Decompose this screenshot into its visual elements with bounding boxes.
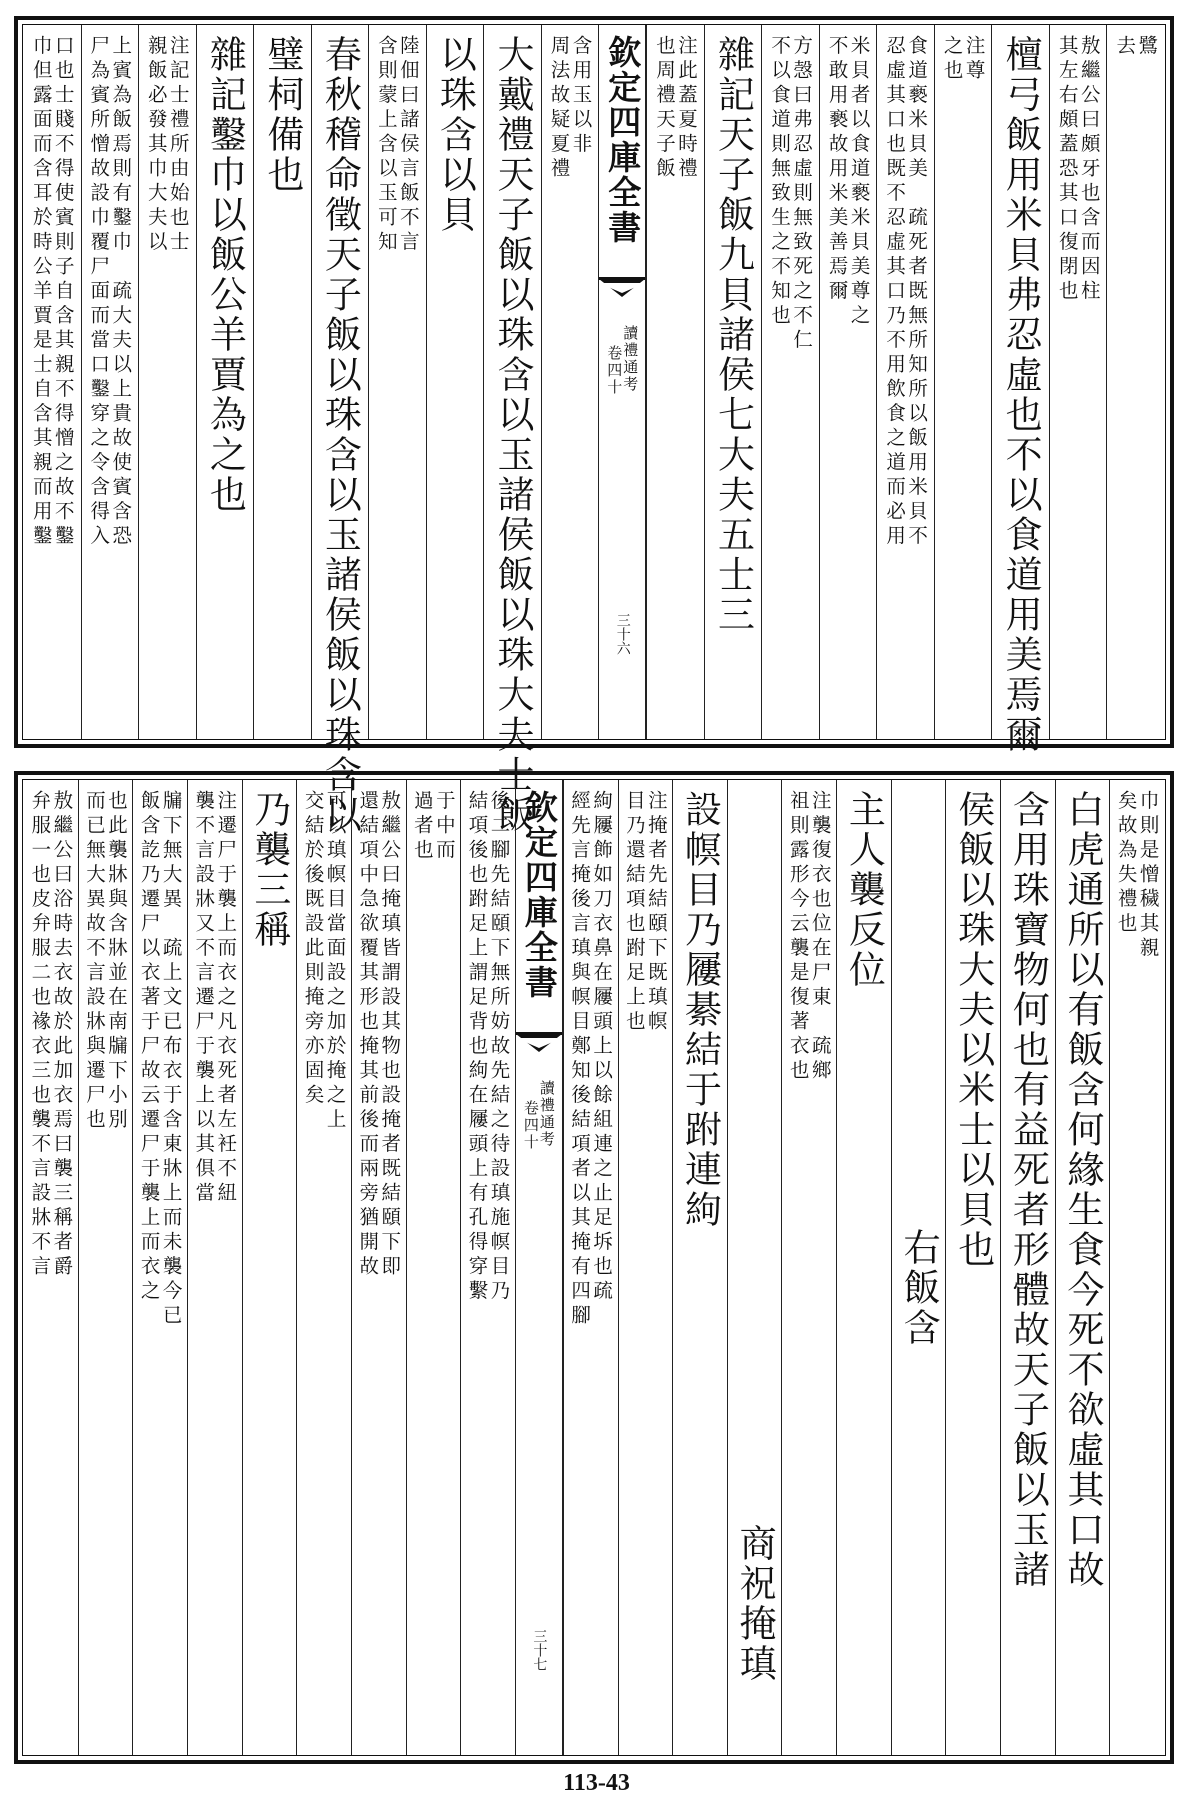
column-rule	[426, 25, 427, 739]
commentary-text: 親飯必發其巾大夫以	[144, 35, 168, 256]
column-rule	[672, 780, 673, 1755]
main-text-column	[704, 25, 762, 739]
main-text: 侯飯以珠大夫以米士以貝也	[951, 790, 995, 1270]
column-rule	[704, 25, 705, 739]
column-rule	[727, 780, 728, 1755]
column-rule	[1000, 780, 1001, 1755]
commentary-column	[1106, 25, 1164, 739]
column-rule	[406, 780, 407, 1755]
commentary-text: 經先言掩後言瑱與幎目鄭知後結項者以其掩有四腳	[568, 790, 592, 1329]
commentary-text: 絇屨飾如刀衣鼻在屨頭上以餘組連之止足坼也疏	[590, 790, 614, 1305]
commentary-text: 目乃還結項也跗足上也	[622, 790, 646, 1035]
commentary-text: 尸為賓所憎故設巾覆尸面而當口鑿穿之令含得入	[87, 35, 111, 550]
commentary-text: 米貝者以食道褻米貝美尊之	[847, 35, 871, 329]
column-rule	[242, 780, 243, 1755]
commentary-text: 飯含訖乃遷尸以衣著于尸故云遷尸于襲上而衣之	[137, 790, 161, 1305]
column-rule	[460, 780, 461, 1755]
main-text-column	[836, 780, 891, 1755]
volume-label: 卷四十	[521, 1100, 540, 1151]
column-rule	[945, 780, 946, 1755]
commentary-column	[23, 780, 78, 1755]
main-text-column	[1000, 780, 1055, 1755]
commentary-text: 也周禮天子飯	[653, 35, 676, 182]
commentary-column	[646, 25, 704, 739]
commentary-text: 弁服一也皮弁服二也褖衣三也襲不言設牀不言	[28, 790, 52, 1280]
commentary-text: 忍虛其口也既不忍虛其口乃不用飲食之道而必用	[883, 35, 907, 550]
column-rule	[1109, 780, 1110, 1755]
main-text-column	[196, 25, 254, 739]
column-rule	[132, 780, 133, 1755]
column-rule	[368, 25, 369, 739]
commentary-column	[618, 780, 673, 1755]
commentary-column	[138, 25, 196, 739]
main-text-column	[891, 780, 946, 1755]
commentary-text: 襲不言設牀又不言遷尸于襲上以其俱當	[192, 790, 216, 1207]
main-text-column	[672, 780, 727, 1755]
column-rule	[891, 780, 892, 1755]
column-rule	[563, 780, 564, 1755]
commentary-column	[781, 780, 836, 1755]
main-text: 白虎通所以有飯含何緣生食今死不欲虛其口故	[1061, 790, 1104, 1590]
fishtail-mark	[599, 283, 645, 293]
main-text: 以珠含以貝	[433, 35, 477, 235]
main-text: 大戴禮天子飯以珠含以玉諸侯飯以珠大夫士飯	[490, 35, 534, 835]
commentary-column	[81, 25, 139, 739]
main-text: 璧柌備也	[260, 35, 304, 195]
commentary-text: 可以瑱幎目當面設之加於掩之上	[323, 790, 347, 1133]
main-text: 乃襲三稱	[247, 790, 291, 950]
commentary-text: 方愨曰弗忍虛則無致死之不仁	[790, 35, 814, 354]
commentary-text: 注襲復衣也位在尸東 疏鄉	[808, 790, 832, 1084]
commentary-text: 牖下無大異 疏上文已布衣于含東牀上而未襲今已	[159, 790, 183, 1329]
column-rule	[311, 25, 312, 739]
column-rule	[1106, 25, 1107, 739]
column-rule	[618, 780, 619, 1755]
column-rule	[1055, 780, 1056, 1755]
book-title: 欽定四庫全書	[519, 790, 559, 1000]
column-rule	[296, 780, 297, 1755]
commentary-text: 巾則是憎穢其親	[1136, 790, 1160, 962]
center-margin	[515, 780, 563, 1755]
center-margin	[598, 25, 646, 739]
commentary-text: 過者也	[410, 790, 434, 864]
main-text-column	[242, 780, 297, 1755]
commentary-text: 其左右頗蓋恐其口復閉也	[1055, 35, 1079, 305]
commentary-column	[1109, 780, 1164, 1755]
commentary-text: 周法故疑夏禮	[547, 35, 571, 182]
leaf-number: 三十六	[614, 613, 631, 655]
commentary-column	[1049, 25, 1107, 739]
commentary-column	[23, 25, 81, 739]
column-rule	[991, 25, 992, 739]
commentary-column	[296, 780, 351, 1755]
leaf-number: 三十七	[531, 1629, 548, 1671]
main-text-column	[945, 780, 1000, 1755]
commentary-text: 還結項中急欲覆其形也掩其前後而兩旁猶開故	[356, 790, 380, 1280]
main-text: 右飯含	[897, 1228, 941, 1348]
volume-label: 讀禮通考	[537, 1080, 556, 1148]
commentary-text: 陸佃曰諸侯言飯不言	[396, 35, 420, 256]
bottom-page-frame	[22, 779, 1166, 1756]
column-rule	[761, 25, 762, 739]
commentary-text: 上賓為飯焉則有鑿巾 疏大夫以上貴故使賓含恐	[109, 35, 133, 550]
main-text-column	[253, 25, 311, 739]
commentary-text: 交結於後既設此則掩旁亦固矣	[301, 790, 325, 1109]
main-text-column	[483, 25, 541, 835]
book-title: 欽定四庫全書	[603, 35, 643, 245]
column-rule	[646, 25, 647, 739]
commentary-text: 注掩者先結頤下既瑱幎	[644, 790, 668, 1035]
commentary-text: 而已無大異故不言設牀與遷尸也	[82, 790, 106, 1133]
commentary-column	[563, 780, 618, 1755]
commentary-text: 含用玉以非	[569, 35, 593, 158]
column-rule	[483, 25, 484, 739]
commentary-text: 注此蓋夏時禮	[675, 35, 698, 182]
commentary-column	[368, 25, 426, 739]
fishtail-mark	[516, 1038, 562, 1048]
bottom-page	[14, 771, 1174, 1764]
commentary-column	[78, 780, 133, 1755]
commentary-column	[351, 780, 406, 1755]
commentary-text: 于中而	[432, 790, 456, 864]
commentary-column	[761, 25, 819, 739]
column-rule	[819, 25, 820, 739]
column-rule	[876, 25, 877, 739]
commentary-column	[406, 780, 461, 1755]
main-text-column	[727, 780, 782, 1755]
commentary-column	[819, 25, 877, 739]
main-text-column	[311, 25, 369, 835]
column-rule	[541, 25, 542, 739]
commentary-column	[132, 780, 187, 1755]
commentary-column	[876, 25, 934, 739]
commentary-text: 矣故為失禮也	[1114, 790, 1138, 937]
main-text: 商祝掩瑱	[733, 1524, 777, 1684]
commentary-text: 口也士賤不得使賓則子自含其親不得憎之故不鑿	[51, 35, 75, 550]
commentary-text: 注遷尸于襲上而衣之凡衣死者左衽不紐	[214, 790, 238, 1207]
commentary-text: 鷺	[1135, 35, 1159, 60]
main-text-column	[1055, 780, 1110, 1755]
page-number: 113-43	[563, 1770, 630, 1796]
column-rule	[81, 25, 82, 739]
commentary-text: 注記士禮所由始也士	[166, 35, 190, 256]
volume-label: 卷四十	[605, 345, 624, 396]
commentary-text: 敖繼公曰浴時去衣故於此加衣焉曰襲三稱者爵	[50, 790, 74, 1280]
commentary-text: 食道褻米貝美 疏死者既無所知所以飯用米貝不	[905, 35, 929, 550]
main-text: 主人襲反位	[842, 790, 886, 990]
main-text: 雜記鑿巾以飯公羊賈為之也	[203, 35, 247, 515]
commentary-text: 巾但露面而含耳於時公羊賈是士自含其親而用鑿	[29, 35, 53, 550]
commentary-text: 去	[1113, 35, 1137, 60]
main-text: 設幎目乃屨綦結于跗連絇	[678, 790, 722, 1230]
column-rule	[196, 25, 197, 739]
commentary-text: 不敢用褻故用米美善焉爾	[825, 35, 849, 305]
commentary-column	[460, 780, 515, 1755]
commentary-text: 之也	[940, 35, 964, 84]
commentary-text: 含則蒙上含以玉可知	[374, 35, 398, 256]
main-text: 春秋稽命徵天子飯以珠含以玉諸侯飯以珠含以	[318, 35, 362, 835]
main-text-column	[991, 25, 1049, 755]
commentary-text: 敖繼公曰掩瑱皆謂設其物也設掩者既結頤下即	[378, 790, 402, 1280]
commentary-column	[187, 780, 242, 1755]
commentary-text: 祖則露形今云襲是復著衣也	[786, 790, 810, 1084]
main-text: 含用珠寶物何也有益死者形體故天子飯以玉諸	[1006, 790, 1050, 1590]
commentary-text: 也此襲牀與含牀並在南牖下小別	[104, 790, 128, 1133]
column-rule	[187, 780, 188, 1755]
commentary-column	[934, 25, 992, 739]
column-rule	[781, 780, 782, 1755]
main-text: 檀弓飯用米貝弗忍虛也不以食道用美焉爾	[999, 35, 1043, 755]
commentary-text: 不以食道則無致生之不知也	[768, 35, 792, 329]
column-rule	[836, 780, 837, 1755]
commentary-text: 後二腳先結頤下無所妨故先結之待設瑱施幎目乃	[487, 790, 511, 1305]
column-rule	[351, 780, 352, 1755]
column-rule	[138, 25, 139, 739]
column-rule	[78, 780, 79, 1755]
main-text-column	[426, 25, 484, 739]
column-rule	[1049, 25, 1050, 739]
main-text: 雜記天子飯九貝諸侯七大夫五士三	[711, 35, 755, 635]
commentary-column	[541, 25, 599, 739]
column-rule	[934, 25, 935, 739]
commentary-text: 敖繼公曰頗牙也含而因柱	[1077, 35, 1101, 305]
commentary-text: 結項後也跗足上謂足背也絇在屨頭上有孔得穿繫	[465, 790, 489, 1305]
column-rule	[253, 25, 254, 739]
volume-label: 讀禮通考	[621, 325, 640, 393]
commentary-text: 注尊	[962, 35, 986, 84]
